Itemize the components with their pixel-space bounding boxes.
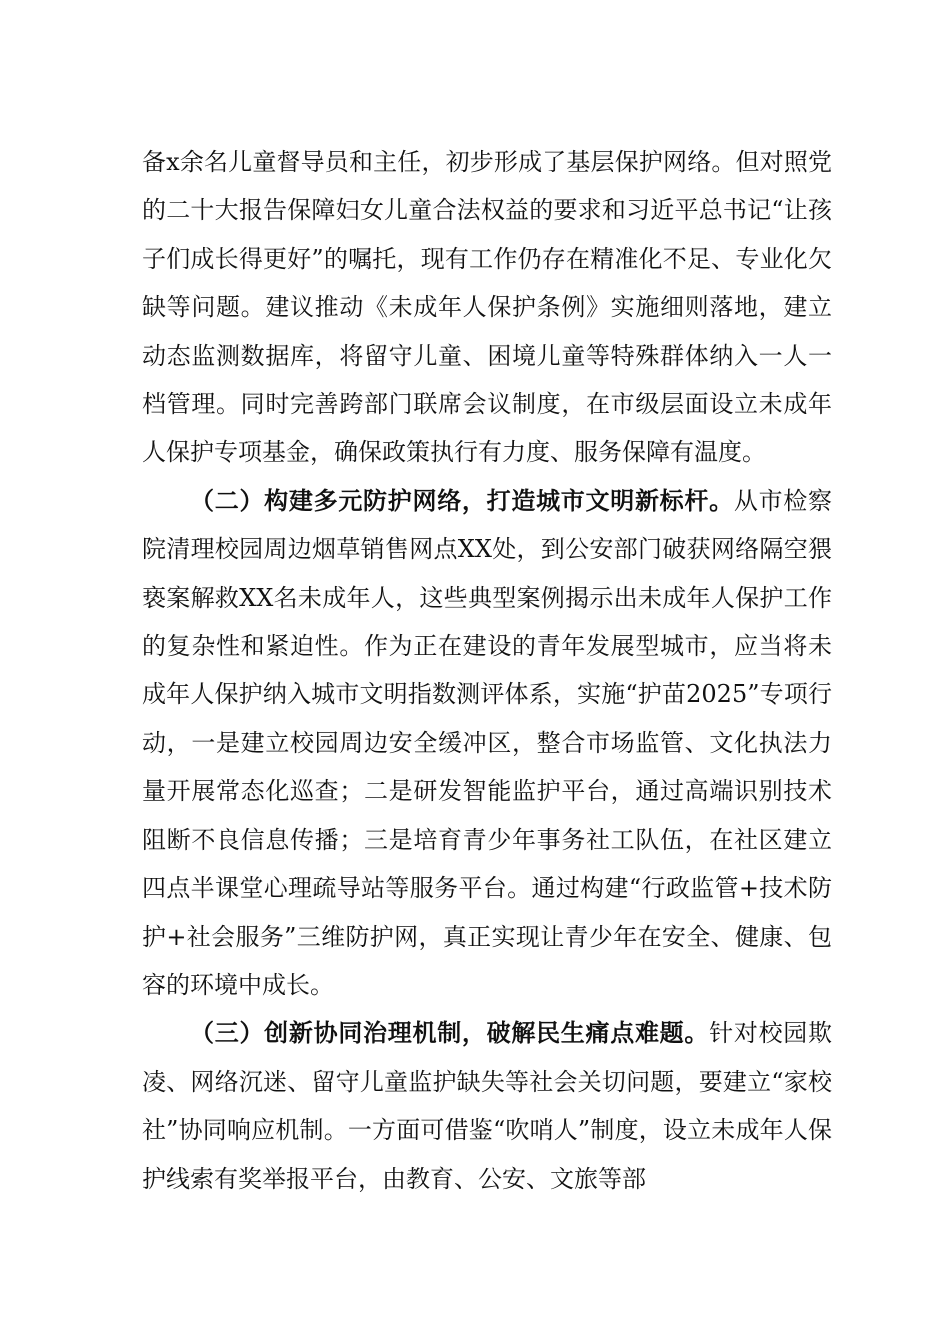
document-body [142, 138, 832, 1203]
section-3-heading: （三）创新协同治理机制，破解民生痛点难题。 [190, 1018, 710, 1048]
paragraph-1: 备x余名儿童督导员和主任，初步形成了基层保护网络。但对照党的二十大报告保障妇女儿童合法权益的要求和习近平总书记“让孩子们成长得更好”的嘱托，现有工作仍存在精准化不足、专业化欠缺等问题。建议推动《未成年人保护条例》实施细则落地，建立动态监测数据库，将留守儿童、困境儿童等特殊群体纳入一人一档管理。同时完善跨部门联席会议制度，在市级层面设立未成年人保护专项基金，确保政策执行有力度、服务保障有温度。 [142, 148, 832, 467]
section-2-body: 从市检察院清理校园周边烟草销售网点XX处，到公安部门破获网络隔空猥亵案解救XX名未成年人，这些典型案例揭示出未成年人保护工作的复杂性和紧迫性。作为正在建设的青年发展型城市，应当将未成年人保护纳入城市文明指数测评体系，实施“护苗2025”专项行动，一是建立校园周边安全缓冲区，整合市场监管、文化执法力量开展常态化巡查；二是研发智能监护平台，通过高端识别技术阻断不良信息传播；三是培育青少年事务社工队伍，在社区建立四点半课堂心理疏导站等服务平台。通过构建“行政监管+技术防护+社会服务”三维防护网，真正实现让青少年在安全、健康、包容的环境中成长。 [142, 486, 833, 999]
paragraph-3 [142, 1009, 832, 1203]
paragraph-2 [142, 477, 832, 1009]
section-3-body: 针对校园欺凌、网络沉迷、留守儿童监护缺失等社会关切问题，要建立“家校社”协同响应机制。一方面可借鉴“吹哨人”制度，设立未成年人保护线索有奖举报平台，由教育、公安、文旅等部 [142, 1019, 833, 1193]
section-2-heading: （二）构建多元防护网络，打造城市文明新标杆。 [190, 485, 734, 515]
